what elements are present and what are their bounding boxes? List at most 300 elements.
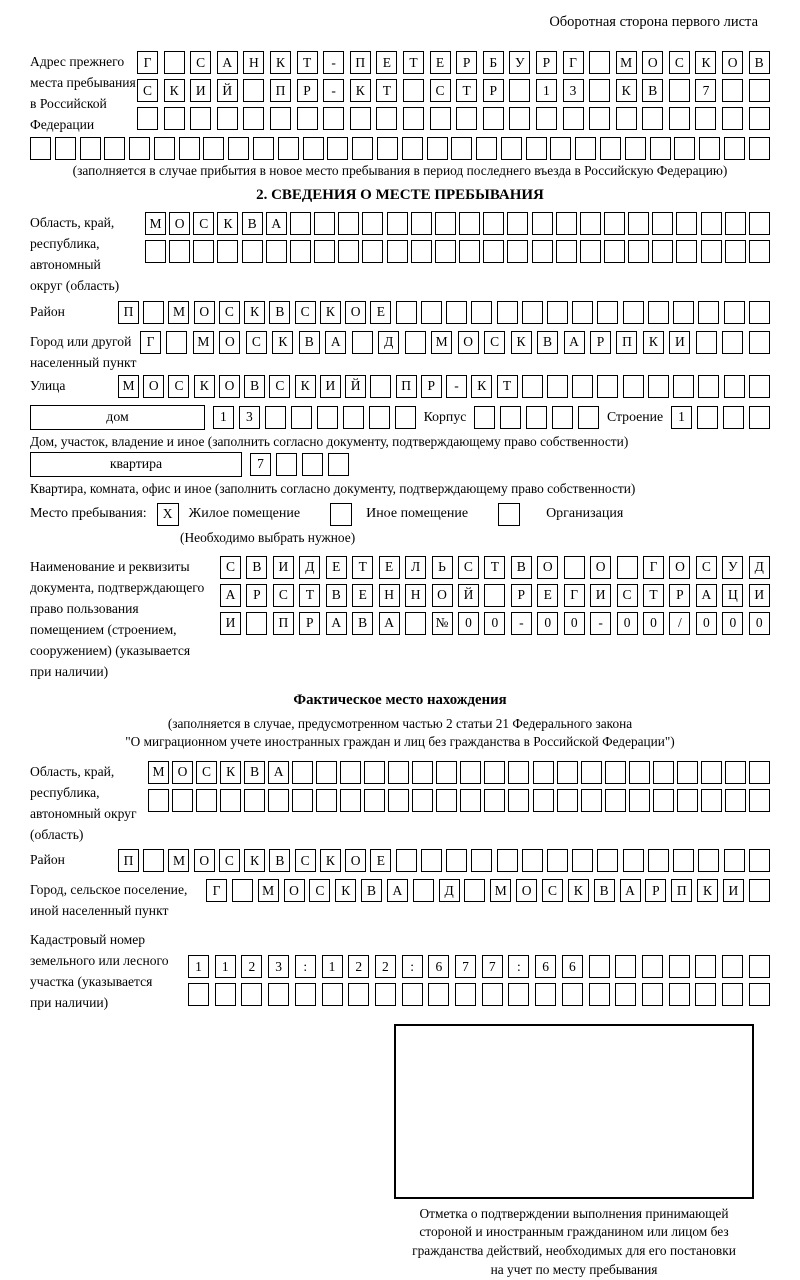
char-cell[interactable] — [669, 79, 690, 102]
char-cell[interactable] — [482, 983, 503, 1006]
char-cell[interactable] — [697, 406, 718, 429]
char-cell[interactable]: К — [194, 375, 215, 398]
char-cell[interactable] — [547, 375, 568, 398]
char-cell[interactable] — [508, 789, 529, 812]
char-cell[interactable] — [350, 107, 371, 130]
char-cell[interactable] — [508, 983, 529, 1006]
char-cell[interactable] — [456, 107, 477, 130]
char-cell[interactable]: И — [320, 375, 341, 398]
char-cell[interactable]: Д — [299, 556, 320, 579]
char-cell[interactable] — [589, 107, 610, 130]
char-cell[interactable] — [572, 375, 593, 398]
char-cell[interactable]: П — [118, 849, 139, 872]
char-cell[interactable] — [669, 955, 690, 978]
char-cell[interactable] — [600, 137, 621, 160]
char-cell[interactable]: Н — [243, 51, 264, 74]
char-cell[interactable] — [533, 789, 554, 812]
char-cell[interactable]: Т — [299, 584, 320, 607]
char-cell[interactable]: М — [168, 849, 189, 872]
char-cell[interactable] — [556, 240, 577, 263]
char-cell[interactable]: 1 — [213, 406, 234, 429]
char-cell[interactable]: К — [335, 879, 356, 902]
char-cell[interactable]: 0 — [537, 612, 558, 635]
char-cell[interactable]: - — [323, 51, 344, 74]
char-cell[interactable] — [455, 983, 476, 1006]
char-cell[interactable]: Е — [326, 556, 347, 579]
char-cell[interactable] — [749, 301, 770, 324]
char-cell[interactable] — [648, 301, 669, 324]
char-cell[interactable]: Й — [345, 375, 366, 398]
char-cell[interactable]: О — [516, 879, 537, 902]
char-cell[interactable] — [722, 983, 743, 1006]
char-cell[interactable] — [340, 789, 361, 812]
char-cell[interactable] — [403, 79, 424, 102]
char-cell[interactable]: Н — [379, 584, 400, 607]
char-cell[interactable] — [557, 761, 578, 784]
char-cell[interactable] — [749, 761, 770, 784]
char-cell[interactable]: В — [352, 612, 373, 635]
char-cell[interactable] — [459, 240, 480, 263]
char-cell[interactable]: Р — [421, 375, 442, 398]
char-cell[interactable]: В — [361, 879, 382, 902]
char-cell[interactable]: Р — [246, 584, 267, 607]
char-cell[interactable]: К — [350, 79, 371, 102]
char-cell[interactable]: М — [616, 51, 637, 74]
char-cell[interactable]: Е — [537, 584, 558, 607]
char-cell[interactable] — [190, 107, 211, 130]
char-cell[interactable]: М — [118, 375, 139, 398]
char-cell[interactable]: Д — [749, 556, 770, 579]
char-cell[interactable]: 1 — [188, 955, 209, 978]
char-cell[interactable]: К — [220, 761, 241, 784]
char-cell[interactable] — [172, 789, 193, 812]
char-cell[interactable] — [522, 849, 543, 872]
char-cell[interactable] — [343, 406, 364, 429]
char-cell[interactable]: О — [345, 849, 366, 872]
char-cell[interactable]: М — [145, 212, 166, 235]
char-cell[interactable]: К — [695, 51, 716, 74]
char-cell[interactable] — [722, 79, 743, 102]
char-cell[interactable]: Т — [643, 584, 664, 607]
char-cell[interactable]: С — [617, 584, 638, 607]
char-cell[interactable]: К — [616, 79, 637, 102]
char-cell[interactable] — [323, 107, 344, 130]
char-cell[interactable] — [55, 137, 76, 160]
char-cell[interactable] — [317, 406, 338, 429]
char-cell[interactable] — [413, 879, 434, 902]
char-cell[interactable] — [749, 107, 770, 130]
char-cell[interactable] — [169, 240, 190, 263]
stay-checkbox-organization[interactable] — [498, 503, 520, 526]
char-cell[interactable] — [188, 983, 209, 1006]
char-cell[interactable] — [430, 107, 451, 130]
char-cell[interactable]: Е — [430, 51, 451, 74]
char-cell[interactable] — [476, 137, 497, 160]
char-cell[interactable] — [387, 240, 408, 263]
char-cell[interactable]: Е — [352, 584, 373, 607]
char-cell[interactable]: 3 — [563, 79, 584, 102]
char-cell[interactable] — [642, 955, 663, 978]
char-cell[interactable] — [723, 406, 744, 429]
char-cell[interactable] — [676, 212, 697, 235]
char-cell[interactable] — [589, 79, 610, 102]
char-cell[interactable]: Д — [439, 879, 460, 902]
char-cell[interactable] — [327, 137, 348, 160]
char-cell[interactable]: М — [258, 879, 279, 902]
char-cell[interactable] — [405, 612, 426, 635]
char-cell[interactable] — [451, 137, 472, 160]
char-cell[interactable]: О — [458, 331, 479, 354]
char-cell[interactable]: В — [642, 79, 663, 102]
char-cell[interactable]: О — [722, 51, 743, 74]
char-cell[interactable]: Т — [484, 556, 505, 579]
char-cell[interactable]: К — [568, 879, 589, 902]
char-cell[interactable]: С — [484, 331, 505, 354]
char-cell[interactable]: С — [219, 301, 240, 324]
char-cell[interactable] — [421, 301, 442, 324]
char-cell[interactable] — [605, 761, 626, 784]
char-cell[interactable]: С — [669, 51, 690, 74]
char-cell[interactable] — [604, 212, 625, 235]
char-cell[interactable]: С — [220, 556, 241, 579]
char-cell[interactable] — [532, 240, 553, 263]
char-cell[interactable] — [749, 212, 770, 235]
char-cell[interactable]: О — [345, 301, 366, 324]
char-cell[interactable] — [725, 240, 746, 263]
char-cell[interactable] — [314, 212, 335, 235]
char-cell[interactable]: Е — [370, 849, 391, 872]
char-cell[interactable]: Р — [590, 331, 611, 354]
char-cell[interactable]: П — [118, 301, 139, 324]
char-cell[interactable]: Р — [511, 584, 532, 607]
char-cell[interactable]: Г — [206, 879, 227, 902]
char-cell[interactable] — [484, 789, 505, 812]
char-cell[interactable] — [580, 212, 601, 235]
char-cell[interactable] — [701, 761, 722, 784]
char-cell[interactable]: А — [564, 331, 585, 354]
char-cell[interactable]: А — [620, 879, 641, 902]
char-cell[interactable] — [276, 453, 297, 476]
char-cell[interactable] — [563, 107, 584, 130]
char-cell[interactable] — [362, 240, 383, 263]
char-cell[interactable]: М — [168, 301, 189, 324]
char-cell[interactable]: С — [458, 556, 479, 579]
char-cell[interactable]: С — [542, 879, 563, 902]
char-cell[interactable] — [509, 107, 530, 130]
char-cell[interactable] — [669, 983, 690, 1006]
char-cell[interactable] — [421, 849, 442, 872]
char-cell[interactable] — [292, 789, 313, 812]
char-cell[interactable] — [405, 331, 426, 354]
char-cell[interactable]: Г — [563, 51, 584, 74]
char-cell[interactable]: Т — [297, 51, 318, 74]
char-cell[interactable] — [653, 789, 674, 812]
char-cell[interactable] — [701, 212, 722, 235]
char-cell[interactable]: П — [273, 612, 294, 635]
char-cell[interactable]: Т — [376, 79, 397, 102]
char-cell[interactable] — [507, 240, 528, 263]
char-cell[interactable] — [484, 584, 505, 607]
char-cell[interactable] — [154, 137, 175, 160]
char-cell[interactable] — [370, 375, 391, 398]
char-cell[interactable]: У — [722, 556, 743, 579]
char-cell[interactable] — [673, 301, 694, 324]
char-cell[interactable] — [316, 789, 337, 812]
char-cell[interactable] — [403, 107, 424, 130]
char-cell[interactable] — [164, 107, 185, 130]
char-cell[interactable] — [464, 879, 485, 902]
char-cell[interactable] — [411, 240, 432, 263]
char-cell[interactable] — [143, 849, 164, 872]
char-cell[interactable] — [695, 983, 716, 1006]
char-cell[interactable]: 0 — [617, 612, 638, 635]
char-cell[interactable]: 0 — [458, 612, 479, 635]
char-cell[interactable] — [362, 212, 383, 235]
char-cell[interactable] — [436, 761, 457, 784]
char-cell[interactable]: Е — [370, 301, 391, 324]
char-cell[interactable] — [580, 240, 601, 263]
char-cell[interactable]: 0 — [722, 612, 743, 635]
char-cell[interactable]: С — [193, 212, 214, 235]
char-cell[interactable]: / — [669, 612, 690, 635]
char-cell[interactable] — [295, 983, 316, 1006]
char-cell[interactable] — [292, 761, 313, 784]
char-cell[interactable] — [749, 406, 770, 429]
char-cell[interactable]: Т — [497, 375, 518, 398]
char-cell[interactable] — [268, 983, 289, 1006]
char-cell[interactable]: 2 — [241, 955, 262, 978]
char-cell[interactable]: - — [511, 612, 532, 635]
char-cell[interactable]: Г — [564, 584, 585, 607]
char-cell[interactable] — [435, 212, 456, 235]
char-cell[interactable] — [402, 137, 423, 160]
char-cell[interactable] — [698, 301, 719, 324]
char-cell[interactable]: Г — [140, 331, 161, 354]
char-cell[interactable]: К — [697, 879, 718, 902]
char-cell[interactable]: 0 — [484, 612, 505, 635]
char-cell[interactable]: 0 — [696, 612, 717, 635]
char-cell[interactable] — [193, 240, 214, 263]
char-cell[interactable]: О — [172, 761, 193, 784]
char-cell[interactable] — [471, 849, 492, 872]
char-cell[interactable] — [412, 761, 433, 784]
char-cell[interactable]: В — [246, 556, 267, 579]
char-cell[interactable] — [179, 137, 200, 160]
char-cell[interactable] — [266, 240, 287, 263]
char-cell[interactable] — [615, 955, 636, 978]
char-cell[interactable] — [629, 789, 650, 812]
char-cell[interactable]: В — [511, 556, 532, 579]
stay-checkbox-residential[interactable]: X — [157, 503, 179, 526]
char-cell[interactable] — [253, 137, 274, 160]
char-cell[interactable]: 1 — [322, 955, 343, 978]
char-cell[interactable]: - — [446, 375, 467, 398]
char-cell[interactable] — [137, 107, 158, 130]
char-cell[interactable]: Й — [217, 79, 238, 102]
char-cell[interactable] — [547, 301, 568, 324]
char-cell[interactable]: П — [616, 331, 637, 354]
char-cell[interactable] — [460, 761, 481, 784]
char-cell[interactable] — [497, 301, 518, 324]
char-cell[interactable]: А — [325, 331, 346, 354]
char-cell[interactable]: В — [244, 761, 265, 784]
char-cell[interactable]: А — [266, 212, 287, 235]
char-cell[interactable]: : — [295, 955, 316, 978]
char-cell[interactable] — [411, 212, 432, 235]
char-cell[interactable] — [145, 240, 166, 263]
char-cell[interactable] — [699, 137, 720, 160]
char-cell[interactable] — [427, 137, 448, 160]
char-cell[interactable] — [623, 375, 644, 398]
char-cell[interactable] — [589, 983, 610, 1006]
char-cell[interactable] — [220, 789, 241, 812]
char-cell[interactable]: В — [242, 212, 263, 235]
char-cell[interactable]: С — [295, 849, 316, 872]
char-cell[interactable] — [314, 240, 335, 263]
char-cell[interactable] — [578, 406, 599, 429]
char-cell[interactable] — [265, 406, 286, 429]
char-cell[interactable]: С — [246, 331, 267, 354]
char-cell[interactable] — [749, 879, 770, 902]
char-cell[interactable] — [628, 212, 649, 235]
char-cell[interactable] — [244, 789, 265, 812]
char-cell[interactable] — [572, 849, 593, 872]
char-cell[interactable]: Р — [299, 612, 320, 635]
char-cell[interactable]: 6 — [562, 955, 583, 978]
char-cell[interactable] — [278, 137, 299, 160]
char-cell[interactable] — [297, 107, 318, 130]
char-cell[interactable] — [483, 240, 504, 263]
char-cell[interactable] — [749, 849, 770, 872]
char-cell[interactable] — [589, 955, 610, 978]
char-cell[interactable] — [701, 789, 722, 812]
char-cell[interactable]: Д — [378, 331, 399, 354]
char-cell[interactable]: П — [350, 51, 371, 74]
char-cell[interactable]: 3 — [239, 406, 260, 429]
char-cell[interactable]: И — [273, 556, 294, 579]
char-cell[interactable] — [722, 107, 743, 130]
char-cell[interactable] — [724, 375, 745, 398]
char-cell[interactable]: Р — [483, 79, 504, 102]
char-cell[interactable] — [148, 789, 169, 812]
char-cell[interactable] — [446, 849, 467, 872]
char-cell[interactable] — [290, 212, 311, 235]
char-cell[interactable] — [364, 789, 385, 812]
char-cell[interactable]: А — [268, 761, 289, 784]
char-cell[interactable] — [338, 212, 359, 235]
char-cell[interactable] — [725, 761, 746, 784]
char-cell[interactable] — [604, 240, 625, 263]
char-cell[interactable] — [669, 107, 690, 130]
char-cell[interactable] — [725, 789, 746, 812]
char-cell[interactable]: И — [723, 879, 744, 902]
char-cell[interactable] — [435, 240, 456, 263]
char-cell[interactable]: С — [190, 51, 211, 74]
char-cell[interactable]: А — [696, 584, 717, 607]
char-cell[interactable]: В — [269, 301, 290, 324]
char-cell[interactable]: К — [511, 331, 532, 354]
char-cell[interactable] — [749, 137, 770, 160]
char-cell[interactable] — [597, 301, 618, 324]
char-cell[interactable] — [696, 331, 717, 354]
char-cell[interactable]: С — [696, 556, 717, 579]
char-cell[interactable] — [589, 51, 610, 74]
char-cell[interactable] — [749, 331, 770, 354]
char-cell[interactable] — [557, 789, 578, 812]
char-cell[interactable] — [446, 301, 467, 324]
char-cell[interactable] — [129, 137, 150, 160]
char-cell[interactable] — [547, 849, 568, 872]
char-cell[interactable]: К — [244, 849, 265, 872]
char-cell[interactable]: П — [270, 79, 291, 102]
char-cell[interactable]: К — [244, 301, 265, 324]
char-cell[interactable]: О — [143, 375, 164, 398]
char-cell[interactable] — [242, 240, 263, 263]
char-cell[interactable]: Й — [458, 584, 479, 607]
char-cell[interactable]: 3 — [268, 955, 289, 978]
char-cell[interactable] — [352, 331, 373, 354]
char-cell[interactable]: Т — [352, 556, 373, 579]
char-cell[interactable] — [143, 301, 164, 324]
char-cell[interactable] — [581, 761, 602, 784]
char-cell[interactable] — [597, 849, 618, 872]
char-cell[interactable] — [388, 789, 409, 812]
char-cell[interactable] — [428, 983, 449, 1006]
char-cell[interactable] — [302, 453, 323, 476]
char-cell[interactable] — [471, 301, 492, 324]
char-cell[interactable] — [217, 240, 238, 263]
char-cell[interactable] — [628, 240, 649, 263]
char-cell[interactable] — [653, 761, 674, 784]
char-cell[interactable]: И — [220, 612, 241, 635]
char-cell[interactable] — [564, 556, 585, 579]
char-cell[interactable] — [203, 137, 224, 160]
char-cell[interactable] — [268, 789, 289, 812]
char-cell[interactable]: - — [590, 612, 611, 635]
char-cell[interactable] — [724, 301, 745, 324]
char-cell[interactable] — [536, 107, 557, 130]
char-cell[interactable]: О — [219, 331, 240, 354]
char-cell[interactable] — [484, 761, 505, 784]
char-cell[interactable]: О — [194, 301, 215, 324]
char-cell[interactable] — [749, 375, 770, 398]
char-cell[interactable] — [388, 761, 409, 784]
char-cell[interactable] — [532, 212, 553, 235]
char-cell[interactable]: А — [379, 612, 400, 635]
char-cell[interactable] — [395, 406, 416, 429]
char-cell[interactable]: К — [272, 331, 293, 354]
char-cell[interactable]: М — [193, 331, 214, 354]
char-cell[interactable]: В — [537, 331, 558, 354]
char-cell[interactable] — [232, 879, 253, 902]
char-cell[interactable]: С — [273, 584, 294, 607]
char-cell[interactable]: И — [749, 584, 770, 607]
char-cell[interactable]: А — [217, 51, 238, 74]
char-cell[interactable] — [701, 240, 722, 263]
char-cell[interactable] — [526, 406, 547, 429]
char-cell[interactable]: О — [219, 375, 240, 398]
char-cell[interactable] — [348, 983, 369, 1006]
char-cell[interactable] — [166, 331, 187, 354]
char-cell[interactable] — [533, 761, 554, 784]
char-cell[interactable] — [338, 240, 359, 263]
char-cell[interactable]: : — [402, 955, 423, 978]
char-cell[interactable] — [648, 375, 669, 398]
char-cell[interactable] — [677, 789, 698, 812]
char-cell[interactable] — [676, 240, 697, 263]
char-cell[interactable] — [270, 107, 291, 130]
char-cell[interactable] — [652, 212, 673, 235]
